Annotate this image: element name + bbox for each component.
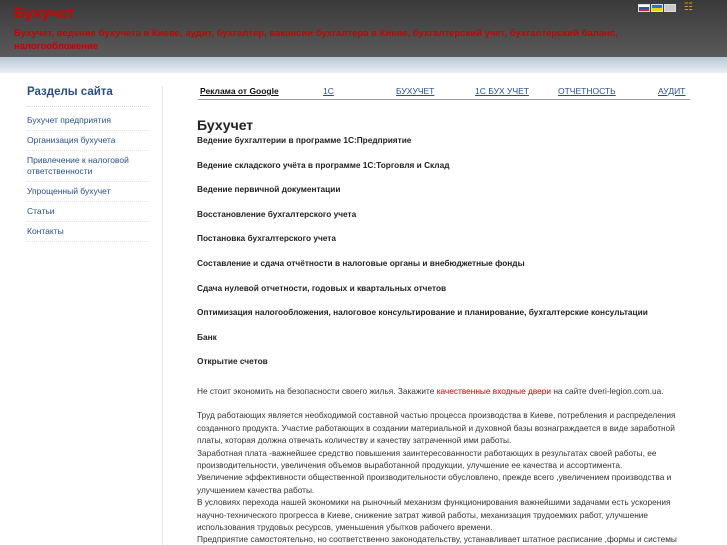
- service-item: Открытие счетов: [197, 356, 268, 367]
- nav-underline: [198, 99, 690, 100]
- sitemap-icon[interactable]: ☷: [684, 2, 693, 13]
- sidebar-item-tax-liability[interactable]: Привлечение к налоговой ответственности: [27, 151, 149, 182]
- service-item: Ведение первичной документации: [197, 184, 341, 195]
- service-item: Ведение бухгалтерии в программе 1С:Предприятие: [197, 135, 412, 145]
- flag-ru-icon[interactable]: [638, 4, 650, 12]
- service-item: Банк: [197, 331, 217, 342]
- flag-en-icon[interactable]: [664, 4, 676, 12]
- service-item: Постановка бухгалтерского учета: [197, 233, 336, 244]
- google-ads-link[interactable]: Реклама от Google: [200, 86, 279, 96]
- nav-reporting[interactable]: ОТЧЕТНОСТЬ: [558, 86, 616, 96]
- service-item: Восстановление бухгалтерского учета: [197, 208, 357, 219]
- site-title[interactable]: Бухучет: [14, 5, 75, 22]
- promo-doors-link[interactable]: качественные входные двери: [436, 385, 552, 396]
- body-paragraph: Увеличение эффективности общественной производительности обусловлено, прежде всего ,увеличением производства и улучшением качества работы.: [197, 472, 672, 495]
- sidebar-item-accounting-organization[interactable]: Организация бухучета: [27, 131, 149, 151]
- service-item: Оптимизация налогообложения, налоговое консультирование и планирование, бухгалтерские консультации: [197, 307, 648, 318]
- promo-text-before: Не стоит экономить на безопасности своего жилья. Закажите: [197, 385, 437, 396]
- promo-paragraph: [197, 385, 691, 397]
- nav-1c-accounting[interactable]: 1С БУХ УЧЕТ: [475, 86, 529, 96]
- sidebar-item-enterprise-accounting[interactable]: Бухучет предприятия: [27, 111, 149, 131]
- sidebar-item-contacts[interactable]: Контакты: [27, 222, 149, 242]
- language-switcher: [638, 4, 676, 12]
- body-paragraph: Предприятие самостоятельно, но соответственно законодательству, устанавливает штатное расписание ,формы и системы: [197, 534, 677, 545]
- site-subtitle: Бухучет, ведение бухучета в Киеве, аудит, бухгалтер, вакансии бухгалтера в Киеве, бухгалтерский учет, бухгалтерский баланс, налогообложение: [14, 28, 618, 52]
- body-paragraph: Заработная плата -важнейшее средство повышения заинтересованности работающих в результатах своей работы, ее производительности, увеличения объемов выработанной продукции, улучшение ее качества и ассортимента.: [197, 447, 657, 470]
- promo-text-after: на сайте dveri-legion.com.ua.: [551, 385, 664, 396]
- top-navigation: [198, 86, 690, 98]
- sidebar-item-articles[interactable]: Статьи: [27, 202, 149, 222]
- sidebar-divider: [162, 86, 163, 545]
- nav-audit[interactable]: АУДИТ: [658, 86, 686, 96]
- sidebar-heading: Разделы сайта: [27, 86, 149, 107]
- nav-1c[interactable]: 1С: [323, 86, 334, 96]
- main-content: [197, 117, 691, 545]
- flag-ua-icon[interactable]: [651, 4, 663, 12]
- sidebar-item-simplified-accounting[interactable]: Упрощенный бухучет: [27, 182, 149, 202]
- service-item: Ведение складского учёта в программе 1С:Торговля и Склад: [197, 159, 450, 170]
- body-paragraph: В условиях перехода нашей экономики на рыночный механизм функционирования важнейшими задачами есть ускорения научно-технического прогресса в Киеве, снижение затрат живой работы, механизация трудоемких работ, улучшение использования трудовых ресурсов, уменьшения убытков рабочего времени.: [197, 497, 671, 532]
- service-item: Сдача нулевой отчетности, годовых и квартальных отчетов: [197, 282, 447, 293]
- nav-accounting[interactable]: БУХУЧЕТ: [396, 86, 435, 96]
- page-title: Бухучет: [197, 117, 254, 133]
- sidebar: [27, 86, 149, 242]
- site-header: [0, 0, 727, 57]
- body-paragraph: Труд работающих является необходимой составной частью процесса производства в Киеве, потребления и распределения созданного продукта. Участие работающих в создании материальной и духовной базы вознаграждается в виде заработной платы, которая должна отвечать количеству и качеству затраченной ими работы.: [197, 410, 676, 446]
- header-band: [0, 57, 727, 73]
- service-item: Составление и сдача отчётности в налоговые органы и внебюджетные фонды: [197, 257, 525, 268]
